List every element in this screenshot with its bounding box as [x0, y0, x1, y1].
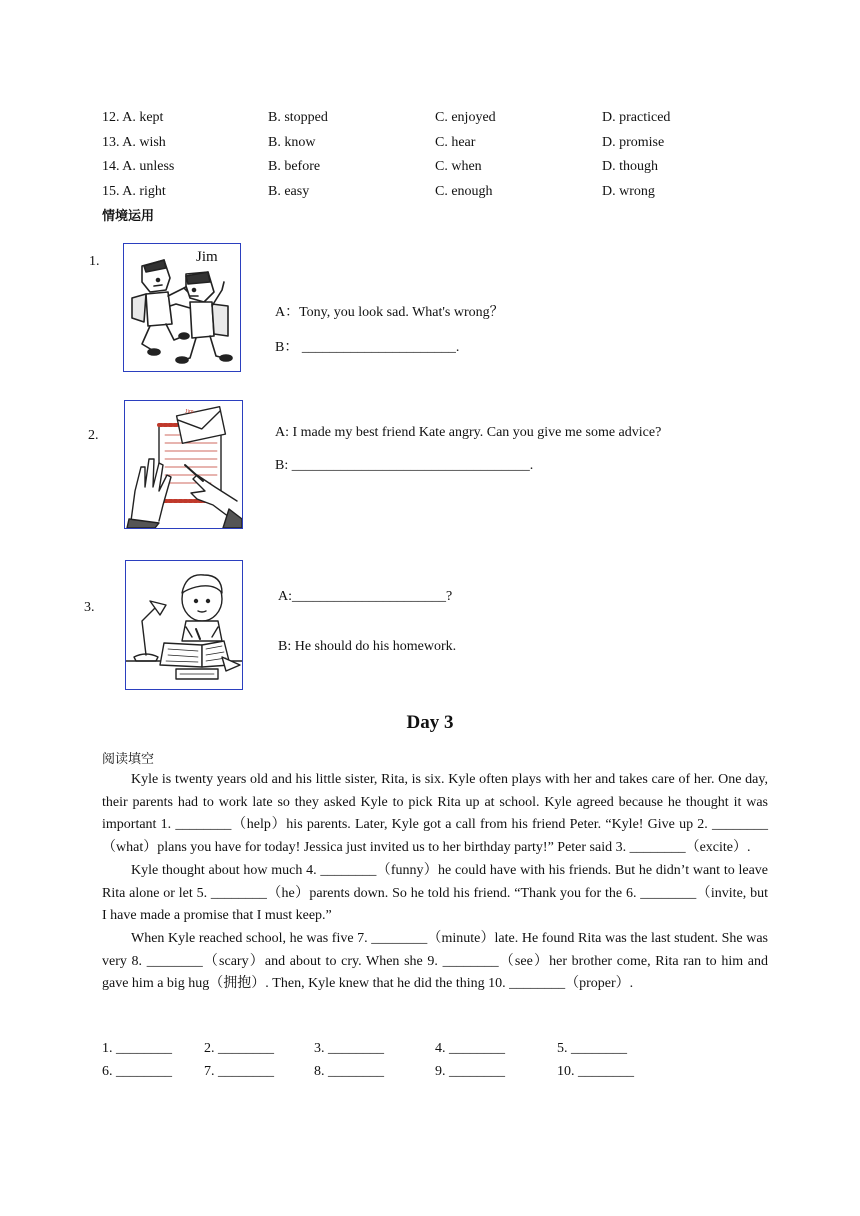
- option-a: 13. A. wish: [102, 135, 166, 150]
- answer-blank[interactable]: 1. ________: [102, 1041, 172, 1056]
- option-b: B. easy: [268, 184, 310, 199]
- section-title: 情境运用: [102, 209, 155, 224]
- answer-blank[interactable]: 7. ________: [204, 1064, 274, 1079]
- answer-blank[interactable]: 8. ________: [314, 1064, 384, 1079]
- answer-row-2: [102, 1064, 762, 1084]
- dialogue-line-a: A: I made my best friend Kate angry. Can you give me some advice?: [275, 425, 662, 440]
- option-a: 14. A. unless: [102, 159, 175, 174]
- option-c: C. enjoyed: [435, 110, 496, 125]
- dialogue-line-b: B: __________________________________.: [275, 458, 534, 473]
- jim-label: Jim: [196, 249, 218, 265]
- section-subheading: 阅读填空: [102, 752, 155, 767]
- situation-number: 2.: [88, 428, 99, 443]
- boy-homework-illustration: [125, 560, 243, 690]
- option-row-12: [102, 110, 802, 130]
- boys-drawing: [124, 244, 240, 371]
- situation-number: 3.: [84, 600, 95, 615]
- option-d: D. promise: [602, 135, 665, 150]
- answer-blank[interactable]: 2. ________: [204, 1041, 274, 1056]
- letter-drawing: [125, 401, 242, 528]
- dialogue-line-b: B： ______________________.: [275, 340, 460, 355]
- option-row-14: [102, 159, 802, 179]
- option-row-15: [102, 184, 802, 204]
- dialogue-line-a: A：Tony, you look sad. What's wrong？: [275, 305, 504, 320]
- passage-paragraph: When Kyle reached school, he was five 7. ________（minute）late. He found Rita was the last student. She was very 8. ________（scary）and about to cry. When she 9. ________（see）her brother come, Rita ran to him and gave him a big hug（拥抱）. Then, Kyle knew that he did the thing 10. ________（proper）.: [102, 930, 768, 992]
- option-a: 15. A. right: [102, 184, 166, 199]
- answer-blank[interactable]: 5. ________: [557, 1041, 627, 1056]
- option-c: C. enough: [435, 184, 493, 199]
- option-c: C. hear: [435, 135, 476, 150]
- option-d: D. wrong: [602, 184, 655, 199]
- svg-text:Jim: Jim: [185, 409, 194, 415]
- answer-row-1: [102, 1041, 762, 1061]
- option-b: B. before: [268, 159, 321, 174]
- option-b: B. stopped: [268, 110, 328, 125]
- two-boys-illustration: [123, 243, 241, 372]
- day-title: Day 3: [406, 712, 454, 733]
- reading-passage: [102, 769, 768, 996]
- answer-blank[interactable]: 6. ________: [102, 1064, 172, 1079]
- option-b: B. know: [268, 135, 316, 150]
- answer-blank[interactable]: 10. ________: [557, 1064, 634, 1079]
- writing-letter-illustration: [124, 400, 243, 529]
- option-d: D. though: [602, 159, 658, 174]
- option-a: 12. A. kept: [102, 110, 164, 125]
- answer-blank[interactable]: 3. ________: [314, 1041, 384, 1056]
- option-row-13: [102, 135, 802, 155]
- option-c: C. when: [435, 159, 482, 174]
- passage-paragraph: Kyle thought about how much 4. ________（funny）he could have with his friends. But he didn’t want to leave Rita alone or let 5. ________（he）parents down. So he told his friend. “Thank you for the 6. ________（invite, but I have made a promise that I must keep.”: [102, 862, 768, 924]
- answer-blank[interactable]: 9. ________: [435, 1064, 505, 1079]
- answer-blank[interactable]: 4. ________: [435, 1041, 505, 1056]
- dialogue-line-b: B: He should do his homework.: [278, 639, 457, 654]
- passage-paragraph: Kyle is twenty years old and his little sister, Rita, is six. Kyle often plays with her and takes care of her. One day, their parents had to work late so they asked Kyle to pick Rita up at school. Kyle agreed because he thought it was important 1. ________（help）his parents. Later, Kyle got a call from his friend Peter. “Kyle! Give up 2. ________（what）plans you have for today! Jessica just invited us to her birthday party!” Peter said 3. ________（excite）.: [102, 772, 768, 856]
- dialogue-line-a: A:______________________?: [278, 589, 453, 604]
- situation-number: 1.: [89, 254, 100, 269]
- homework-drawing: [126, 561, 242, 689]
- option-d: D. practiced: [602, 110, 671, 125]
